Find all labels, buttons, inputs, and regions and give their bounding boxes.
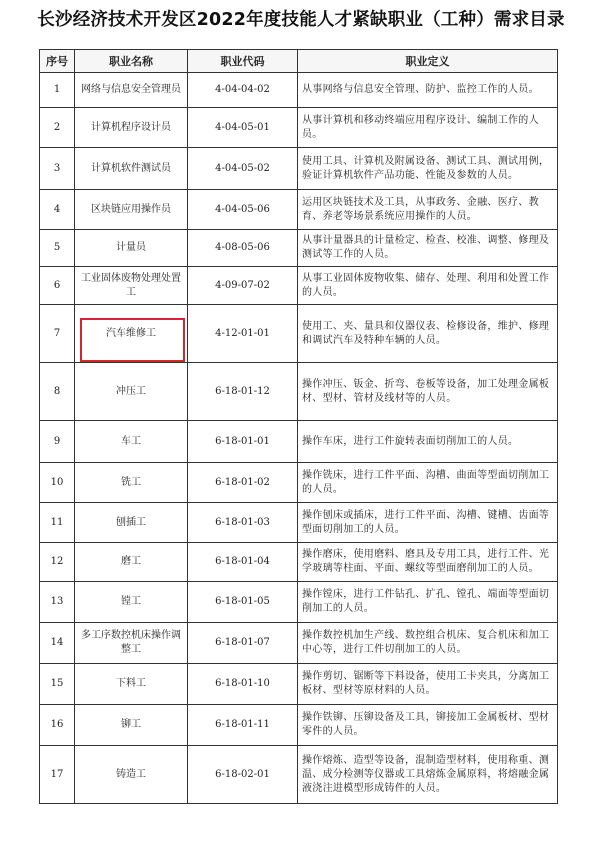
occupation-name: 工业固体废物处理处置工 [75,267,188,305]
row-number: 15 [40,664,75,705]
occupation-name: 车工 [75,421,188,463]
header-occupation-definition: 职业定义 [298,50,558,73]
table-row [40,623,558,664]
occupation-code: 4-04-05-06 [188,190,298,230]
row-number: 8 [40,363,75,421]
occupation-definition: 操作车床，进行工件旋转表面切削加工的人员。 [298,421,558,463]
table-row [40,421,558,463]
table-row [40,363,558,421]
row-number: 16 [40,705,75,746]
occupation-code: 6-18-01-03 [188,503,298,543]
occupation-code: 6-18-01-05 [188,582,298,623]
table-row [40,305,558,363]
occupation-name: 多工序数控机床操作调整工 [75,623,188,664]
occupation-definition: 操作铁铆、压铆设备及工具，铆接加工金属板材、型材零件的人员。 [298,705,558,746]
occupation-definition: 操作铣床，进行工件平面、沟槽、曲面等型面切削加工的人员。 [298,463,558,503]
row-number: 5 [40,230,75,267]
occupation-name: 磨工 [75,543,188,582]
occupation-definition: 操作磨床，使用磨料、磨具及专用工具，进行工件、光学玻璃等柱面、平面、螺纹等型面磨削加工的人员。 [298,543,558,582]
occupation-definition: 从事工业固体废物收集、储存、处理、利用和处置工作的人员。 [298,267,558,305]
occupation-code: 4-08-05-06 [188,230,298,267]
row-number: 4 [40,190,75,230]
occupation-definition: 从事计量器具的计量检定、检查、校准、调整、修理及测试等工作的人员。 [298,230,558,267]
row-number: 7 [40,305,75,363]
occupation-definition: 操作剪切、锯断等下料设备，使用工卡夹具，分离加工板材、型材等原材料的人员。 [298,664,558,705]
row-number: 2 [40,108,75,148]
occupation-definition: 操作冲压、钣金、折弯、卷板等设备，加工处理金属板材、型材、管材及线材等的人员。 [298,363,558,421]
table-row [40,230,558,267]
table-row [40,705,558,746]
occupation-name: 镗工 [75,582,188,623]
row-number: 10 [40,463,75,503]
occupation-code: 6-18-01-07 [188,623,298,664]
row-number: 1 [40,73,75,108]
occupation-definition: 运用区块链技术及工具，从事政务、金融、医疗、教育、养老等场景系统应用操作的人员。 [298,190,558,230]
occupation-name: 汽车维修工 [75,305,188,363]
table-row [40,190,558,230]
occupation-name: 计算机程序设计员 [75,108,188,148]
occupation-definition: 操作刨床或插床，进行工件平面、沟槽、键槽、齿面等型面切削加工的人员。 [298,503,558,543]
occupation-name: 铆工 [75,705,188,746]
occupation-name: 冲压工 [75,363,188,421]
occupation-code: 6-18-01-01 [188,421,298,463]
table-row [40,463,558,503]
occupation-code: 6-18-01-10 [188,664,298,705]
page-title: 长沙经济技术开发区2022年度技能人才紧缺职业（工种）需求目录 [37,10,565,30]
row-number: 14 [40,623,75,664]
header-occupation-name: 职业名称 [75,50,188,73]
row-number: 3 [40,148,75,190]
occupation-code: 4-04-05-02 [188,148,298,190]
row-number: 12 [40,543,75,582]
table-row [40,73,558,108]
table-row [40,582,558,623]
occupation-name: 计算机软件测试员 [75,148,188,190]
occupation-name: 区块链应用操作员 [75,190,188,230]
occupation-code: 6-18-02-01 [188,746,298,804]
occupation-definition: 从事计算机和移动终端应用程序设计、编制工作的人员。 [298,108,558,148]
occupation-definition: 使用工具、计算机及附属设备、测试工具、测试用例，验证计算机软件产品功能、性能及参数的人员。 [298,148,558,190]
row-number: 17 [40,746,75,804]
table-row [40,543,558,582]
table-row [40,148,558,190]
table-row [40,746,558,804]
occupation-code: 6-18-01-02 [188,463,298,503]
occupation-code: 6-18-01-12 [188,363,298,421]
occupation-code: 4-04-04-02 [188,73,298,108]
header-occupation-code: 职业代码 [188,50,298,73]
occupation-definition: 使用工、夹、量具和仪器仪表、检修设备，维护、修理和调试汽车及特种车辆的人员。 [298,305,558,363]
occupation-name: 下料工 [75,664,188,705]
occupation-code: 4-04-05-01 [188,108,298,148]
table-header-row [40,50,558,73]
occupation-name: 计量员 [75,230,188,267]
occupation-code: 6-18-01-04 [188,543,298,582]
occupation-definition: 操作数控机加生产线、数控组合机床、复合机床和加工中心等，进行工件切削加工的人员。 [298,623,558,664]
occupation-table [39,49,558,804]
occupation-definition: 从事网络与信息安全管理、防护、监控工作的人员。 [298,73,558,108]
row-number: 11 [40,503,75,543]
table-row [40,503,558,543]
occupation-code: 4-12-01-01 [188,305,298,363]
table-row [40,664,558,705]
header-number: 序号 [40,50,75,73]
occupation-name: 铣工 [75,463,188,503]
row-number: 13 [40,582,75,623]
occupation-definition: 操作镗床，进行工件钻孔、扩孔、镗孔、端面等型面切削加工的人员。 [298,582,558,623]
row-number: 6 [40,267,75,305]
occupation-name: 网络与信息安全管理员 [75,73,188,108]
occupation-code: 6-18-01-11 [188,705,298,746]
row-number: 9 [40,421,75,463]
occupation-name: 刨插工 [75,503,188,543]
occupation-definition: 操作熔炼、造型等设备，混制造型材料，使用称重、测温、成分检测等仪器或工具熔炼金属原料，将熔融金属液浇注进模型形成铸件的人员。 [298,746,558,804]
occupation-name: 铸造工 [75,746,188,804]
table-row [40,267,558,305]
table-row [40,108,558,148]
occupation-code: 4-09-07-02 [188,267,298,305]
